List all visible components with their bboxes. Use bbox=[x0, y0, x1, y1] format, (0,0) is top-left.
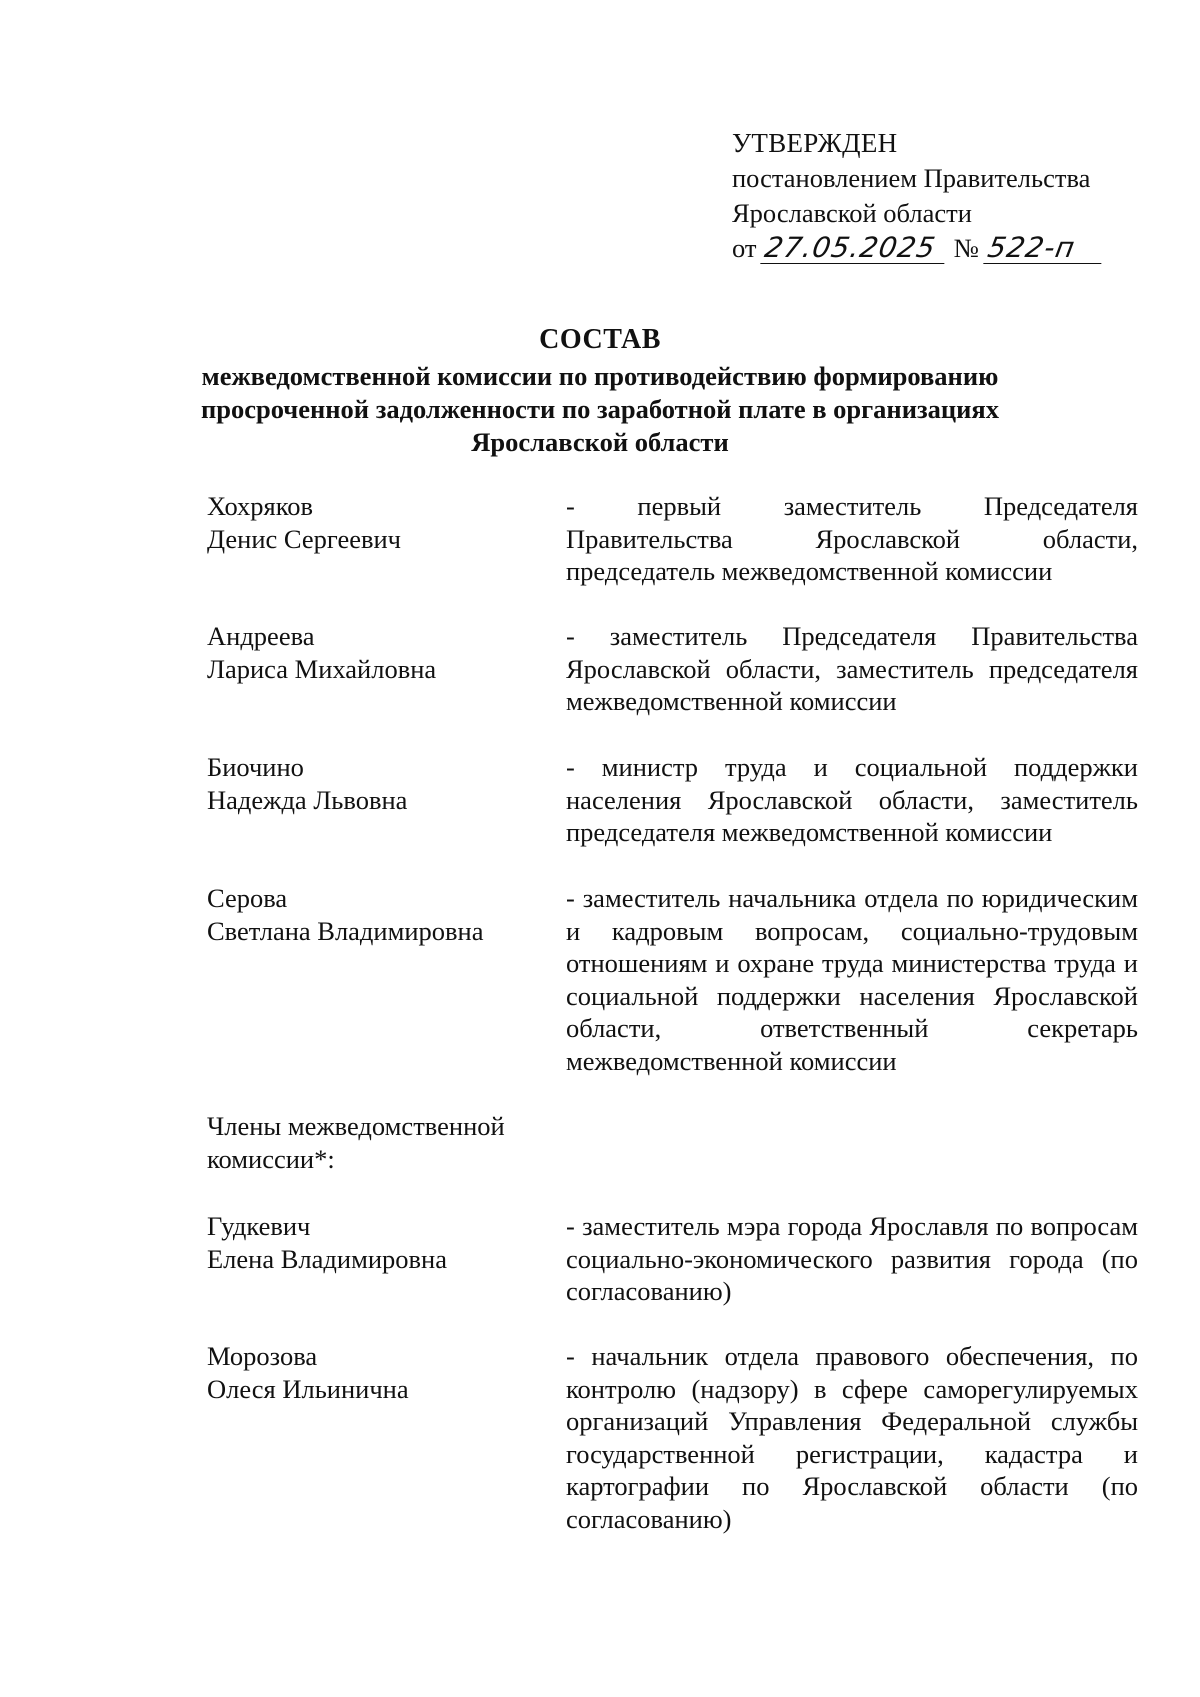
document-title: СОСТАВ bbox=[539, 324, 661, 355]
members-section-label bbox=[207, 1110, 547, 1175]
member-role: - министр труда и социальной поддержки населения Ярославской области, заместитель председателя межведомственной комиссии bbox=[566, 752, 1138, 847]
member-given-name: Олеся Ильинична bbox=[207, 1373, 409, 1404]
date-prefix: от bbox=[732, 233, 757, 263]
member-name bbox=[207, 1210, 547, 1275]
member-role: - заместитель начальника отдела по юридическим и кадровым вопросам, социально-трудовым отношениям и охране труда министерства труда и социальной поддержки населения Ярославской области, ответственный секретарь межведомственной комиссии bbox=[566, 883, 1138, 1076]
member-name bbox=[207, 620, 547, 685]
approval-title: УТВЕРЖДЕН bbox=[732, 128, 898, 158]
member-name bbox=[207, 490, 547, 555]
approval-line-region: Ярославской области bbox=[732, 198, 972, 228]
member-name bbox=[207, 1340, 547, 1405]
member-surname: Биочино bbox=[207, 752, 304, 782]
handwritten-date: 27.05.2025 bbox=[760, 233, 949, 264]
member-given-name: Лариса Михайловна bbox=[207, 653, 437, 684]
member-name bbox=[207, 882, 547, 947]
member-role: - заместитель Председателя Правительства Ярославской области, заместитель председателя межведомственной комиссии bbox=[566, 621, 1138, 716]
number-sign: № bbox=[953, 233, 980, 263]
member-surname: Серова bbox=[207, 883, 288, 913]
member-role: - заместитель мэра города Ярославля по вопросам социально-экономического развития города (по согласованию) bbox=[566, 1211, 1138, 1306]
handwritten-number: 522-п bbox=[983, 233, 1106, 264]
member-given-name: Светлана Владимировна bbox=[207, 915, 484, 946]
member-surname: Морозова bbox=[207, 1341, 318, 1371]
member-surname: Андреева bbox=[207, 621, 315, 651]
approval-date-line bbox=[732, 231, 1104, 266]
member-given-name: Денис Сергеевич bbox=[207, 523, 401, 554]
member-role: - начальник отдела правового обеспечения, по контролю (надзору) в сфере саморегулируемых организаций Управления Федеральной службы государственной регистрации, кадастра и картографии по Ярославской области (по согласованию) bbox=[566, 1341, 1138, 1534]
members-section-line-1: Члены межведомственной bbox=[207, 1111, 505, 1141]
member-role: - первый заместитель Председателя Правительства Ярославской области, председатель межведомственной комиссии bbox=[566, 491, 1138, 586]
member-surname: Хохряков bbox=[207, 491, 314, 521]
member-name bbox=[207, 751, 547, 816]
member-given-name: Елена Владимировна bbox=[207, 1243, 447, 1274]
approval-line-decree: постановлением Правительства bbox=[732, 163, 1091, 193]
member-surname: Гудкевич bbox=[207, 1211, 311, 1241]
document-subtitle-line-3: Ярославской области bbox=[471, 427, 729, 457]
document-heading bbox=[160, 323, 1040, 459]
approval-block bbox=[732, 126, 1104, 266]
members-section-line-2: комиссии*: bbox=[207, 1143, 335, 1174]
document-subtitle-line-2: просроченной задолженности по заработной плате в организациях bbox=[200, 394, 999, 424]
document-subtitle-line-1: межведомственной комиссии по противодействию формированию bbox=[201, 361, 999, 391]
member-given-name: Надежда Львовна bbox=[207, 784, 408, 815]
